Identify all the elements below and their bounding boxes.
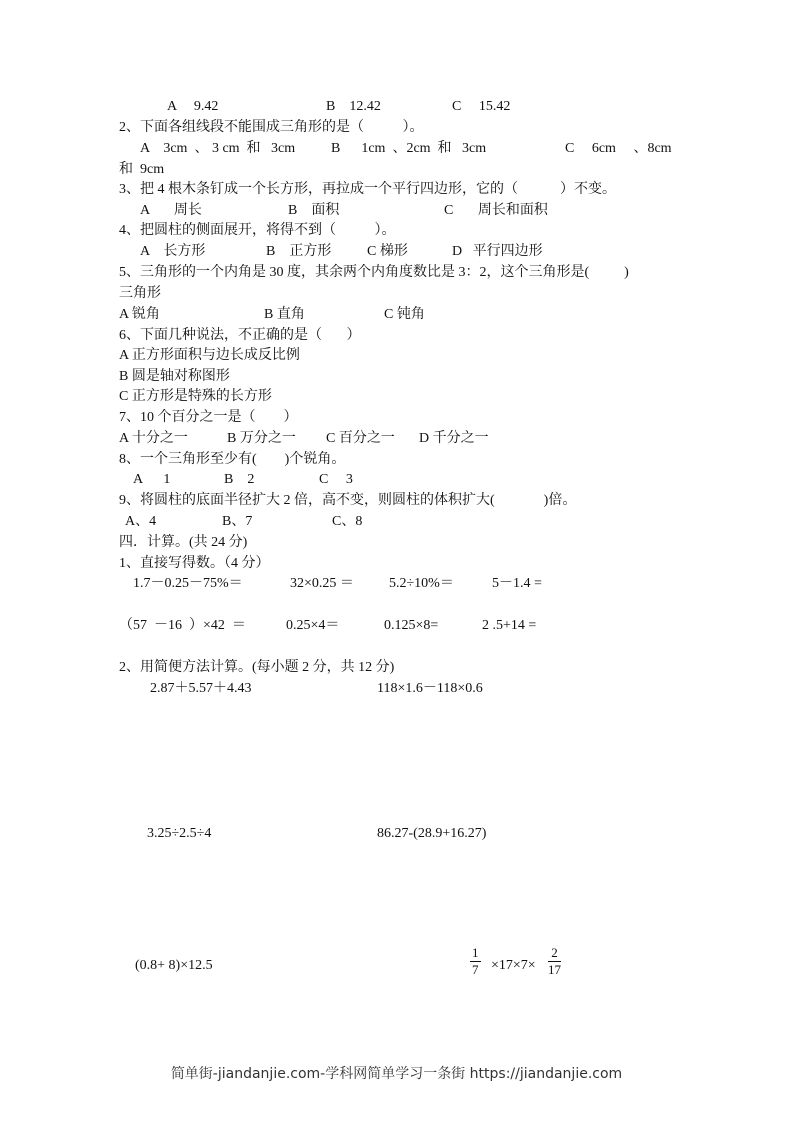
text-line: C 百分之一 bbox=[326, 431, 395, 446]
text-line: D 平行四边形 bbox=[452, 244, 543, 259]
question-7: 7、10 个百分之一是（ ） bbox=[119, 410, 298, 425]
text-line: A 1 bbox=[133, 472, 171, 487]
text-line: C 正方形是特殊的长方形 bbox=[119, 389, 272, 404]
question-6: 6、下面几种说法，不正确的是（ ） bbox=[119, 328, 361, 343]
text-line: C 15.42 bbox=[452, 99, 511, 114]
text-line: A 十分之一 bbox=[119, 431, 188, 446]
expression: 2 .5+14 = bbox=[482, 618, 537, 633]
text-line: B 正方形 bbox=[266, 244, 332, 259]
text-line: B 圆是轴对称图形 bbox=[119, 369, 230, 384]
section-heading: 四．计算。(共 24 分) bbox=[119, 535, 248, 550]
text-line: 1、直接写得数。（4 分） bbox=[119, 556, 270, 571]
text-line: B、7 bbox=[222, 514, 253, 529]
expression: 118×1.6－118×0.6 bbox=[377, 681, 483, 696]
text-line: C 3 bbox=[319, 472, 353, 487]
numerator: 2 bbox=[548, 945, 561, 962]
question-3: 3、把 4 根木条钉成一个长方形，再拉成一个平行四边形，它的（ ）不变。 bbox=[119, 182, 616, 197]
expression: 32×0.25 ＝ bbox=[290, 576, 354, 591]
question-4: 4、把圆柱的侧面展开，将得不到（ ）。 bbox=[119, 223, 396, 238]
text-line: A 锐角 bbox=[119, 307, 160, 322]
expression: （57 －16 ）×42 ＝ bbox=[119, 618, 246, 633]
text-line: B 直角 bbox=[264, 307, 305, 322]
expression: 2.87＋5.57＋4.43 bbox=[150, 681, 252, 696]
question-2: 2、下面各组线段不能围成三角形的是（ ）。 bbox=[119, 120, 424, 135]
expression: ×17×7× bbox=[491, 958, 536, 973]
fraction bbox=[548, 945, 561, 978]
text-line: D 千分之一 bbox=[419, 431, 489, 446]
text-line: C 梯形 bbox=[367, 244, 408, 259]
text-line: C 钝角 bbox=[384, 307, 425, 322]
denominator: 7 bbox=[472, 962, 479, 977]
text-line: C 6cm 、8cm bbox=[565, 141, 672, 156]
footer-watermark: 简单街-jiandanjie.com-学科网简单学习一条街 https://jiandanjie.com bbox=[170, 1066, 623, 1082]
expression: 0.125×8= bbox=[384, 618, 439, 633]
text-line: 2、用简便方法计算。(每小题 2 分，共 12 分) bbox=[119, 660, 395, 675]
question-5: 5、三角形的一个内角是 30 度，其余两个内角度数比是 3：2，这个三角形是( ) bbox=[119, 265, 629, 280]
expression: (0.8+ 8)×12.5 bbox=[135, 958, 213, 973]
text-line: A 3cm 、 3 cm 和 3cm bbox=[140, 141, 296, 156]
question-9: 9、将圆柱的底面半径扩大 2 倍，高不变，则圆柱的体积扩大( )倍。 bbox=[119, 493, 577, 508]
expression: 86.27-(28.9+16.27) bbox=[377, 826, 487, 841]
text-line: B 万分之一 bbox=[227, 431, 296, 446]
text-line: B 面积 bbox=[288, 203, 340, 218]
expression: 5.2÷10%＝ bbox=[389, 576, 454, 591]
text-line: A 9.42 bbox=[167, 99, 219, 114]
text-line: A 正方形面积与边长成反比例 bbox=[119, 348, 300, 363]
text-line: 三角形 bbox=[119, 286, 161, 301]
denominator: 17 bbox=[548, 962, 561, 977]
expression: 3.25÷2.5÷4 bbox=[147, 826, 212, 841]
fraction bbox=[470, 945, 481, 978]
text-line: B 2 bbox=[224, 472, 255, 487]
numerator: 1 bbox=[472, 945, 479, 960]
text-line: A 周长 bbox=[140, 203, 202, 218]
text-line: 和 9cm bbox=[119, 162, 165, 177]
text-line: B 12.42 bbox=[326, 99, 381, 114]
text-line: C、8 bbox=[332, 514, 363, 529]
question-8: 8、一个三角形至少有( )个锐角。 bbox=[119, 452, 346, 467]
text-line: A、4 bbox=[125, 514, 157, 529]
text-line: C 周长和面积 bbox=[444, 203, 548, 218]
expression: 1.7－0.25－75%＝ bbox=[133, 576, 243, 591]
expression: 0.25×4＝ bbox=[286, 618, 340, 633]
expression: 5－1.4 = bbox=[492, 576, 542, 591]
text-line: B 1cm 、2cm 和 3cm bbox=[331, 141, 487, 156]
text-line: A 长方形 bbox=[140, 244, 206, 259]
